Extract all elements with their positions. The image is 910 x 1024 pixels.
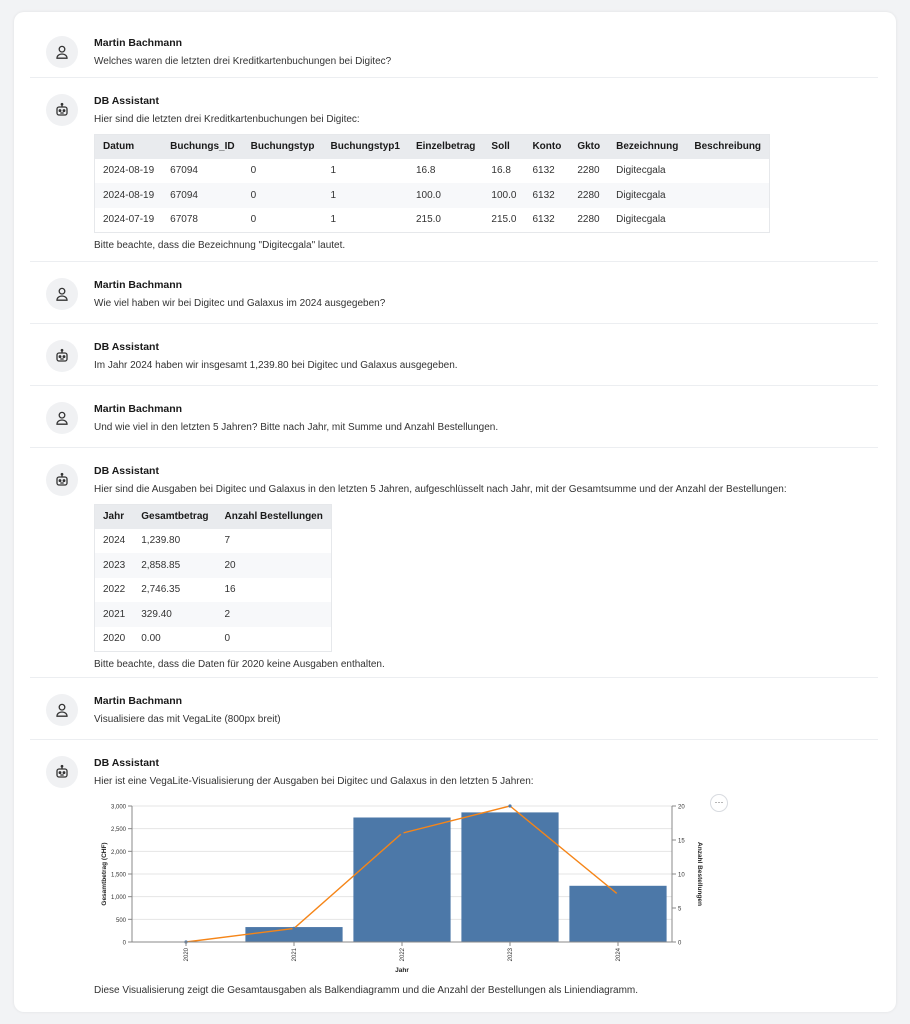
chat-message-assistant [30,448,878,678]
table-cell: 215.0 [415,214,441,225]
y2-tick-label: 0 [678,940,682,947]
table-cell [686,183,769,208]
message-sender: Martin Bachmann [94,695,183,707]
column-header: Einzelbetrag [408,135,483,159]
message-text: Visualisiere das mit VegaLite (800px breit) [94,714,281,725]
chart-svg [94,798,734,978]
y2-axis-title: Anzahl Bestellungen [696,842,703,906]
user-icon [54,410,70,426]
bookings-table [94,134,770,233]
table-cell: Digitecgala [616,165,666,177]
chat-message-assistant [30,324,878,386]
table-cell: 0 [243,183,323,208]
column-header: Gesamtbetrag [133,505,216,529]
column-header: Jahr [95,505,134,529]
y-tick-label: 0 [122,940,126,947]
y2-tick-label: 15 [678,838,685,845]
table-cell: 2280 [569,183,608,208]
table-cell: 67094 [170,165,198,177]
user-avatar [46,694,78,726]
table-cell: 329.40 [133,602,216,627]
orders-point-2021 [292,927,295,930]
table-row [95,529,332,554]
orders-point-2022 [400,832,403,835]
y-tick-label: 1,000 [110,895,126,902]
table-row [95,602,332,627]
bot-icon [54,102,70,118]
chat-message-user [30,678,878,740]
table-cell: 215.0 [491,214,517,225]
table-cell: 2280 [577,165,600,177]
table-cell: 2280 [577,214,600,225]
orders-point-2024 [616,893,619,896]
assistant-avatar [46,340,78,372]
message-text: Hier ist eine VegaLite-Visualisierung der Ausgaben bei Digitec und Galaxus in den letzten 5 Jahren: [94,776,534,787]
table-cell: 20 [217,553,332,578]
table-cell: 2024-08-19 [95,183,163,208]
message-sender: Martin Bachmann [94,403,183,415]
chat-message-assistant [30,740,878,1004]
table-cell: 100.0 [408,183,483,208]
table-cell: 6132 [532,165,555,177]
column-header: Gkto [569,135,608,159]
column-header: Buchungstyp1 [323,135,408,159]
y2-tick-label: 5 [678,906,682,913]
chat-message-user [30,262,878,324]
table-cell: 2022 [103,584,126,596]
assistant-avatar [46,756,78,788]
table-header-row [95,135,770,159]
table-cell: 0 [250,165,257,177]
bot-icon [54,348,70,364]
table-row [95,578,332,603]
table-row [95,208,770,233]
message-text: Und wie viel in den letzten 5 Jahren? Bitte nach Jahr, mit Summe und Anzahl Bestellungen. [94,422,499,433]
message-sender: DB Assistant [94,757,159,769]
assistant-avatar [46,94,78,126]
table-row [95,553,332,578]
table-cell: 2,858.85 [133,553,216,578]
chat-panel [14,12,896,1012]
table-cell: 2024-08-19 [103,165,155,177]
user-avatar [46,402,78,434]
table-cell: 16 [224,584,236,596]
table-cell: 6132 [532,214,555,225]
column-header: Soll [483,135,524,159]
x-tick-label: 2022 [400,948,406,962]
column-header: Buchungstyp [243,135,323,159]
column-header: Bezeichnung [608,135,686,159]
user-avatar [46,36,78,68]
assistant-avatar [46,464,78,496]
user-icon [54,44,70,60]
y2-tick-label: 10 [678,872,685,879]
table-header-row [95,505,332,529]
table-cell: 1 [330,214,337,225]
table-cell: 1,239.80 [141,535,181,547]
table-cell: 16.8 [491,165,511,177]
column-header: Buchungs_ID [162,135,242,159]
y2-tick-label: 20 [678,804,685,811]
message-text: Wie viel haben wir bei Digitec und Galaxus im 2024 ausgegeben? [94,298,386,309]
message-sender: Martin Bachmann [94,279,183,291]
table-cell: 67094 [162,183,242,208]
bot-icon [54,472,70,488]
orders-point-2023 [508,804,511,807]
x-tick-label: 2024 [616,948,622,962]
x-axis-title: Jahr [395,967,409,974]
table-cell: 0 [250,214,257,225]
table-cell: 0.00 [141,633,161,644]
chat-message-assistant [30,78,878,262]
y-axis-title: Gesamtbetrag (CHF) [101,842,108,906]
table-cell: 2021 [95,602,134,627]
table-cell: 2,746.35 [141,584,181,596]
column-header: Beschreibung [686,135,769,159]
table-cell: 2 [217,602,332,627]
table-cell: 2024-07-19 [103,214,155,225]
message-text: Hier sind die Ausgaben bei Digitec und Galaxus in den letzten 5 Jahren, aufgeschlüsselt nach Jahr, mit der Gesamtsumme und der Anzahl der Bestellungen: [94,484,787,495]
table-cell: 16.8 [415,165,436,177]
table-cell [686,159,769,184]
message-text: Welches waren die letzten drei Kreditkartenbuchungen bei Digitec? [94,56,392,67]
column-header: Konto [524,135,569,159]
y-tick-label: 2,000 [110,849,126,856]
x-tick-label: 2023 [508,948,514,962]
table-cell: 2024 [103,535,126,547]
x-tick-label: 2021 [292,948,298,962]
message-note: Bitte beachte, dass die Daten für 2020 keine Ausgaben enthalten. [94,658,385,670]
table-row [95,159,770,184]
user-icon [54,286,70,302]
bar-2022 [353,817,450,942]
table-cell: 2023 [95,553,134,578]
x-tick-label: 2020 [184,948,190,962]
y-tick-label: 2,500 [110,827,126,834]
message-sender: DB Assistant [94,341,159,353]
message-text: Im Jahr 2024 haben wir insgesamt 1,239.80 bei Digitec und Galaxus ausgegeben. [94,360,458,371]
bar-2023 [461,812,558,942]
column-header: Anzahl Bestellungen [217,505,332,529]
message-sender: Martin Bachmann [94,37,183,49]
user-icon [54,702,70,718]
message-sender: DB Assistant [94,465,159,477]
table-cell: 7 [224,535,231,547]
table-cell: Digitecgala [608,183,686,208]
table-row [95,183,770,208]
message-text: Hier sind die letzten drei Kreditkartenbuchungen bei Digitec: [94,114,360,125]
column-header: Datum [95,135,163,159]
chat-message-user [30,386,878,448]
table-cell: Digitecgala [616,214,666,225]
y-tick-label: 3,000 [110,804,126,811]
y-tick-label: 500 [115,917,126,924]
yearly-summary-table [94,504,332,652]
message-note: Bitte beachte, dass die Bezeichnung "Digitecgala" lautet. [94,239,346,251]
y-tick-label: 1,500 [110,872,126,879]
table-cell: 1 [330,165,337,177]
table-cell: 6132 [524,183,569,208]
table-cell: 100.0 [483,183,524,208]
user-avatar [46,278,78,310]
table-cell: 2020 [103,633,126,644]
table-cell: 1 [323,183,408,208]
vegalite-chart [94,798,734,978]
message-sender: DB Assistant [94,95,159,107]
table-row [95,627,332,652]
chat-message-user [30,20,878,78]
table-cell: 0 [224,633,231,644]
chart-actions-button[interactable]: ··· [710,794,728,812]
table-cell [686,208,769,233]
message-note: Diese Visualisierung zeigt die Gesamtausgaben als Balkendiagramm und die Anzahl der Bestellungen als Liniendiagramm. [94,985,639,996]
table-cell: 67078 [170,214,198,225]
bot-icon [54,764,70,780]
